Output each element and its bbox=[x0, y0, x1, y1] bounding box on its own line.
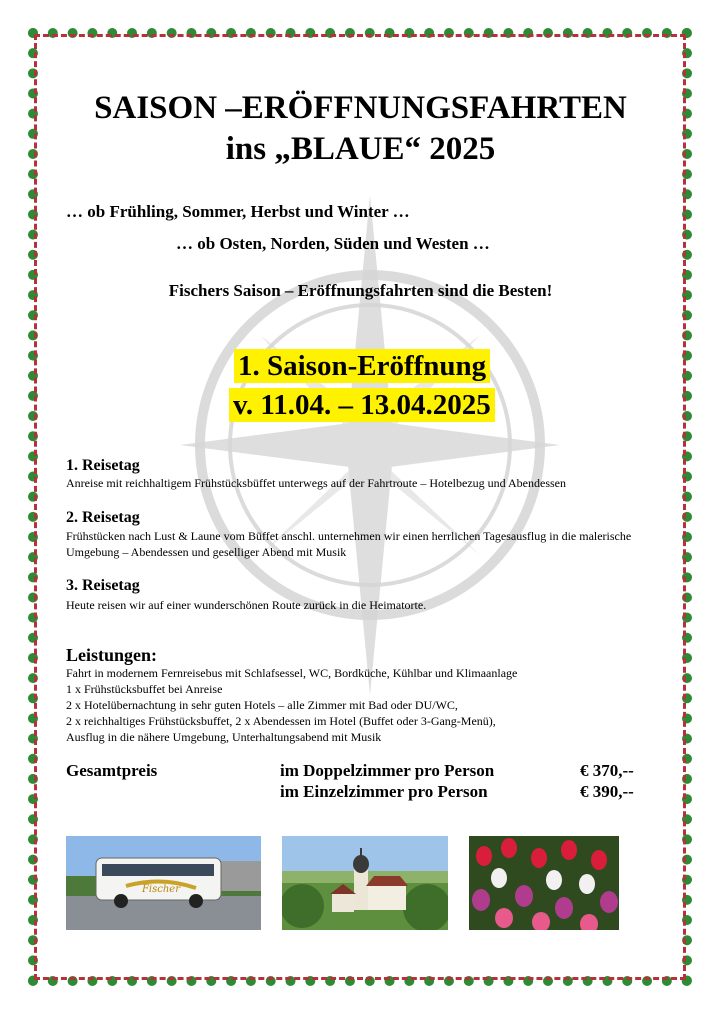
day3-text: Heute reisen wir auf einer wunderschönen Route zurück in die Heimatorte. bbox=[66, 598, 427, 612]
list-item: Ausflug in die nähere Umgebung, Unterhaltungsabend mit Musik bbox=[66, 730, 382, 744]
price-single-room: im Einzelzimmer pro Person bbox=[280, 782, 488, 801]
bus-photo bbox=[66, 836, 261, 930]
list-item: 1 x Frühstücksbuffet bei Anreise bbox=[66, 682, 223, 696]
day1-heading: 1. Reisetag bbox=[66, 457, 140, 474]
day3-heading: 3. Reisetag bbox=[66, 577, 140, 594]
services-heading: Leistungen: bbox=[66, 645, 158, 665]
day2-text: Frühstücken nach Lust & Laune vom Büffet anschl. unternehmen wir einen herrlichen Tagesausflug in die malerische Umgebung – Abendessen und geselliger Abend mit Musik bbox=[66, 529, 632, 559]
page-title-line1: SAISON –ERÖFFNUNGSFAHRTEN bbox=[94, 90, 627, 126]
list-item: 2 x Hotelübernachtung in sehr guten Hotels – alle Zimmer mit Bad oder DU/WC, bbox=[66, 698, 458, 712]
price-double-amount: € 370,-- bbox=[580, 761, 634, 780]
list-item: 2 x reichhaltiges Frühstücksbuffet, 2 x Abendessen im Hotel (Buffet oder 3-Gang-Menü), bbox=[66, 714, 496, 728]
highlight-event-dates: v. 11.04. – 13.04.2025 bbox=[229, 388, 495, 422]
highlight-event-title: 1. Saison-Eröffnung bbox=[234, 349, 490, 383]
day1-text: Anreise mit reichhaltigem Frühstücksbüffet unterwegs auf der Fahrtroute – Hotelbezug und Abendessen bbox=[66, 476, 566, 490]
intro-line-directions: … ob Osten, Norden, Süden und Westen … bbox=[176, 234, 490, 253]
price-single-amount: € 390,-- bbox=[580, 782, 634, 801]
price-double-room: im Doppelzimmer pro Person bbox=[280, 761, 495, 780]
page-title-line2: ins „BLAUE“ 2025 bbox=[225, 131, 496, 167]
intro-line-slogan: Fischers Saison – Eröffnungsfahrten sind die Besten! bbox=[168, 281, 553, 300]
day2-heading: 2. Reisetag bbox=[66, 509, 140, 526]
price-label: Gesamtpreis bbox=[66, 761, 158, 780]
village-photo bbox=[282, 836, 448, 930]
list-item: Fahrt in modernem Fernreisebus mit Schlafsessel, WC, Bordküche, Kühlbar und Klimaanlage bbox=[66, 666, 518, 680]
tulips-photo bbox=[469, 836, 619, 930]
services-list bbox=[66, 665, 517, 745]
bus-brand-text: Fischer bbox=[141, 884, 181, 895]
intro-line-seasons: … ob Frühling, Sommer, Herbst und Winter … bbox=[66, 202, 410, 221]
